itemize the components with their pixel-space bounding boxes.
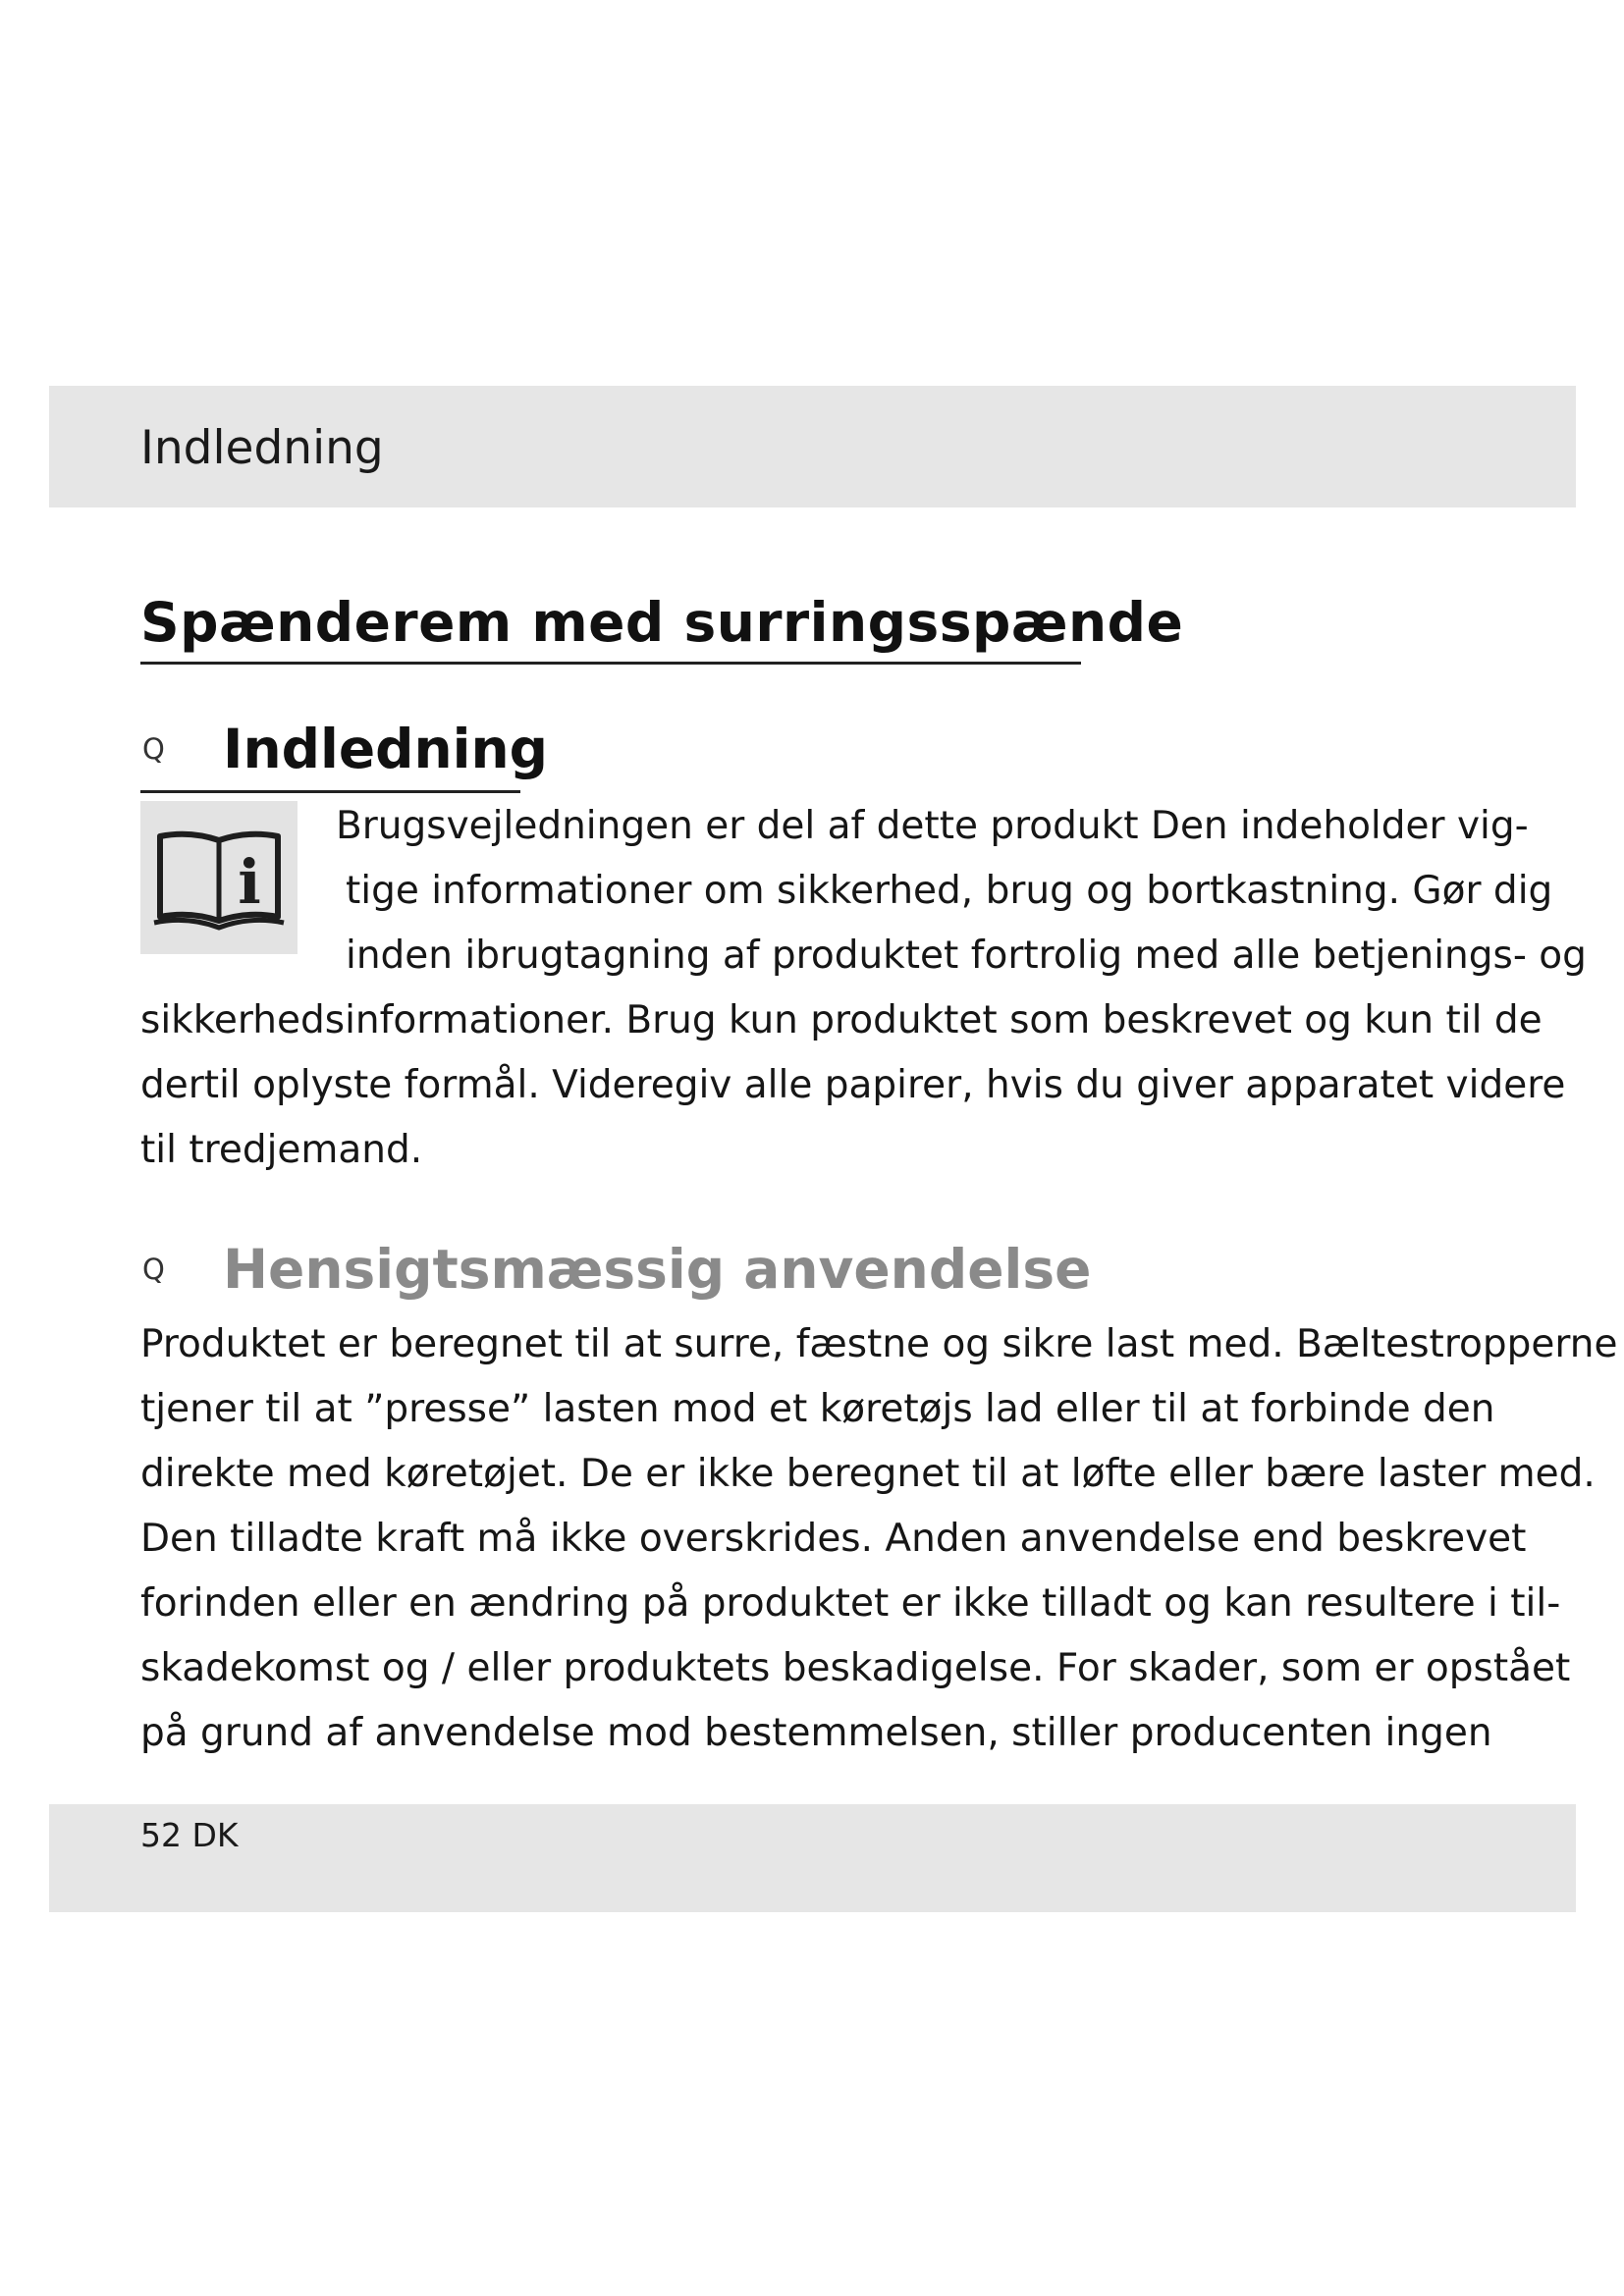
page-footer <box>49 1804 1576 1912</box>
paragraph-line: direkte med køretøjet. De er ikke beregnet til at løfte eller bære laster med. <box>140 1452 1596 1496</box>
paragraph-line: til tredjemand. <box>140 1128 423 1172</box>
document-title: Spænderem med surringsspænde <box>140 591 1184 654</box>
running-header <box>49 386 1576 507</box>
info-book-icon <box>140 801 298 954</box>
section-heading-underline <box>140 790 520 793</box>
paragraph-line: Den tilladte kraft må ikke overskrides. Anden anvendelse end beskrevet <box>140 1517 1527 1561</box>
paragraph-line: Brugsvejledningen er del af dette produkt Den indeholder vig- <box>336 804 1529 848</box>
paragraph-line: forinden eller en ændring på produktet er ikke tilladt og kan resultere i til- <box>140 1581 1561 1626</box>
paragraph-line: inden ibrugtagning af produktet fortrolig med alle betjenings- og <box>346 934 1587 978</box>
paragraph-line: tige informationer om sikkerhed, brug og bortkastning. Gør dig <box>346 869 1553 913</box>
info-letter: i <box>238 846 261 918</box>
running-header-label: Indledning <box>140 421 384 475</box>
title-underline <box>140 662 1081 665</box>
paragraph-line: tjener til at ”presse” lasten mod et køretøjs lad eller til at forbinde den <box>140 1387 1495 1431</box>
paragraph-line: skadekomst og / eller produktets beskadigelse. For skader, som er opstået <box>140 1646 1571 1690</box>
section-bullet-marker: Q <box>142 732 165 766</box>
page-number: 52 DK <box>140 1816 239 1854</box>
paragraph-line: sikkerhedsinformationer. Brug kun produktet som beskrevet og kun til de <box>140 998 1543 1042</box>
section-heading-introduction: Indledning <box>223 718 549 780</box>
section-bullet-marker: Q <box>142 1253 165 1286</box>
paragraph-line: dertil oplyste formål. Videregiv alle papirer, hvis du giver apparatet videre <box>140 1063 1566 1107</box>
paragraph-line: Produktet er beregnet til at surre, fæstne og sikre last med. Bæltestropperne <box>140 1322 1618 1366</box>
section-heading-intended-use: Hensigtsmæssig anvendelse <box>223 1238 1092 1301</box>
paragraph-line: på grund af anvendelse mod bestemmelsen, stiller producenten ingen <box>140 1711 1492 1755</box>
